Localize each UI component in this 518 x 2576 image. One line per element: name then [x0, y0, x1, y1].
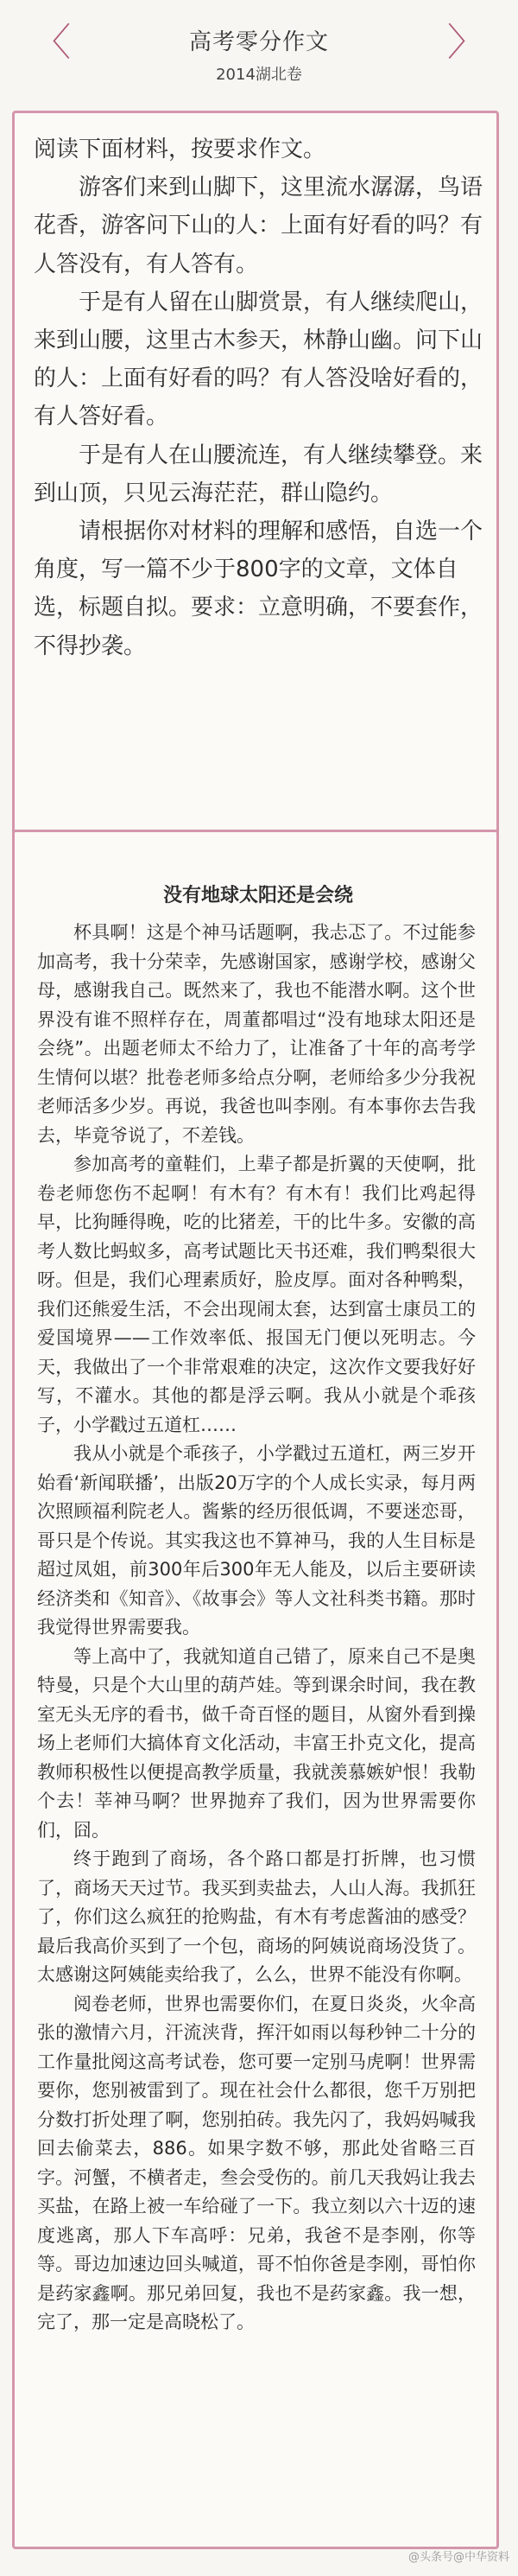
previous-arrow-icon[interactable]: 〈 — [33, 21, 71, 65]
essay-paragraph: 终于跑到了商场，各个路口都是打折牌，也习惯了，商场天天过节。我买到卖盐去，人山人海。我抓狂了，你们这么疯狂的抢购盐，有木有考虑酱油的感受？最后我高价买到了一个包，商场的阿姨说商场没货了。太感谢这阿姨能卖给我了，么么，世界不能没有你啊。 — [37, 1848, 476, 1985]
prompt-paragraph: 请根据你对材料的理解和感悟，自选一个角度，写一篇不少于800字的文章，文体自选，标题自拟。要求：立意明确，不要套作，不得抄袭。 — [34, 518, 483, 659]
header — [0, 0, 518, 95]
essay-paragraph: 我从小就是个乖孩子，小学戳过五道杠，两三岁开始看‘新闻联播’，出版20万字的个人成长实录，每月两次照顾福利院老人。酱紫的经历很低调，不要迷恋哥，哥只是个传说。其实我这也不算神马，我的人生目标是超过凤姐，前300年后300年无人能及，以后主要研读经济类和《知音》、《故事会》等人文社科类书籍。那时我觉得世界需要我。 — [37, 1443, 476, 1638]
next-arrow-icon[interactable]: 〉 — [447, 21, 485, 65]
prompt-paragraph: 阅读下面材料，按要求作文。 — [34, 137, 326, 162]
essay-paragraph: 参加高考的童鞋们，上辈子都是折翼的天使啊，批卷老师您伤不起啊！有木有？有木有！我们比鸡起得早，比狗睡得晚，吃的比猪差，干的比牛多。安徽的高考人数比蚂蚁多，高考试题比天书还难，我们鸭梨很大呀。但是，我们心理素质好，脸皮厚。面对各种鸭梨，我们还熊爱生活，不会出现闹太套，达到富士康员工的爱国境界——工作效率低、报国无门便以死明志。今天，我做出了一个非常艰难的决定，这次作文要我好好写，不灌水。其他的都是浮云啊。我从小就是个乖孩子，小学戳过五道杠…… — [37, 1154, 476, 1435]
page-title: 高考零分作文 — [188, 29, 329, 55]
prompt-paragraph: 于是有人留在山脚赏景，有人继续爬山，来到山腰，这里古木参天，林静山幽。问下山的人：上面有好看的吗？有人答没啥好看的，有人答好看。 — [34, 289, 483, 430]
essay-title: 没有地球太阳还是会绕 — [162, 885, 353, 906]
prompt-text — [34, 130, 483, 665]
prompt-paragraph: 于是有人在山腰流连，有人继续攀登。来到山顶，只见云海茫茫，群山隐约。 — [34, 442, 483, 506]
prompt-box — [12, 111, 499, 916]
essay-body — [37, 919, 476, 2337]
essay-paragraph: 阅卷老师，世界也需要你们，在夏日炎炎，火伞高张的激情六月，汗流浃背，挥汗如雨以每秒钟二十分的工作量批阅这高考试卷，您可要一定别马虎啊！世界需要你，您别被雷到了。现在社会什么都很，您千万别把分数打折处理了啊，您别拍砖。我先闪了，我妈妈喊我回去偷菜去，886。如果字数不够，那此处省略三百字。河蟹，不横者走，叁会受伤的。前几天我妈让我去买盐，在路上被一车给碰了一下。我立刻以六十迈的速度逃离，那人下车高呼：兄弟，我爸不是李刚，你等等。哥边加速边回头喊道，哥不怕你爸是李刚，哥怕你是药家鑫啊。那兄弟回复，我也不是药家鑫。我一想，完了，那一定是高晓松了。 — [37, 1993, 476, 2332]
essay-box — [12, 830, 499, 2549]
page-subtitle: 2014湖北卷 — [216, 66, 302, 84]
essay-paragraph: 等上高中了，我就知道自己错了，原来自己不是奥特曼，只是个大山里的葫芦娃。等到课余时间，我在教室无头无序的看书，做千奇百怪的题目，从窗外看到操场上老师们大搞体育文化活动，丰富王扑克文化，提高教师积极性以便提高教学质量，我就羡慕嫉妒恨！我勒个去！莘神马啊？世界抛弃了我们，因为世界需要你们，囧。 — [37, 1645, 476, 1841]
essay-paragraph: 杯具啊！这是个神马话题啊，我忐忑了。不过能参加高考，我十分荣幸，先感谢国家，感谢学校，感谢父母，感谢我自己。既然来了，我也不能潜水啊。这个世界没有谁不照样存在，周董都唱过“没有地球太阳还是会绕”。出题老师太不给力了，让准备了十年的高考学生情何以堪？批卷老师多给点分啊，老师给多少分我祝老师活多少岁。再说，我爸也叫李刚。有本事你去告我去，毕竟爷说了，不差钱。 — [37, 922, 476, 1146]
watermark: @头条号@中华资料 — [407, 2551, 509, 2564]
prompt-paragraph: 游客们来到山脚下，这里流水潺潺，鸟语花香，游客问下山的人：上面有好看的吗？有人答没有，有人答有。 — [34, 175, 483, 277]
